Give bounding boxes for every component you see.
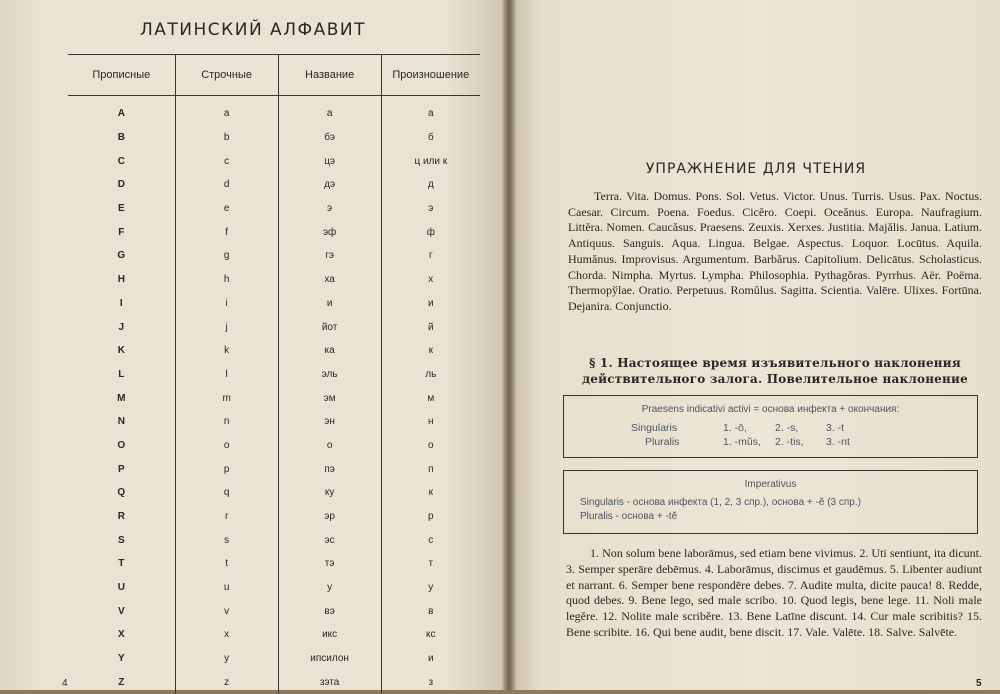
ending-2: 2. -s, <box>775 422 798 434</box>
imperative-box <box>563 470 978 534</box>
letter-name: эс <box>278 528 381 552</box>
letter-pronunciation: с <box>381 528 480 552</box>
alphabet-row <box>68 481 480 505</box>
alphabet-row <box>68 671 480 694</box>
alphabet-table-header <box>68 55 480 96</box>
letter-name: икс <box>278 623 381 647</box>
uppercase-letter: V <box>68 599 175 623</box>
alphabet-row <box>68 552 480 576</box>
lowercase-letter: z <box>175 671 278 694</box>
lowercase-letter: p <box>175 457 278 481</box>
letter-name: эф <box>278 220 381 244</box>
uppercase-letter: Q <box>68 481 175 505</box>
letter-pronunciation: т <box>381 552 480 576</box>
lowercase-letter: s <box>175 528 278 552</box>
lowercase-letter: c <box>175 149 278 173</box>
uppercase-letter: A <box>68 96 175 126</box>
column-header-name: Название <box>278 55 381 96</box>
alphabet-row <box>68 434 480 458</box>
page-number-left: 4 <box>62 678 68 689</box>
lowercase-letter: q <box>175 481 278 505</box>
letter-pronunciation: н <box>381 410 480 434</box>
lowercase-letter: l <box>175 363 278 387</box>
letter-name: ка <box>278 339 381 363</box>
alphabet-table-body <box>68 96 480 694</box>
lowercase-letter: y <box>175 647 278 671</box>
letter-name: о <box>278 434 381 458</box>
alphabet-row <box>68 623 480 647</box>
reading-exercise-text: Terra. Vita. Domus. Pons. Sol. Vetus. Victor. Unus. Turris. Usus. Pax. Noctus. Caesar. Circum. Poena. Foedus. Cicĕro. Coepi. Oceănus. Europa. Naufragium. Littĕra. Nomen. Caucăsus. Praesens. Zeuxis. Xerxes. Justitia. Majălis. Janua. Latium. Antiquus. Sanguis. Aqua. Lingua. Belgae. Aspectus. Loquor. Locūtus. Aquila. Humănus. Improvisus. Argumentum. Barbărus. Capitolium. Delicātus. Scholasticus. Chorda. Nimpha. Myrtus. Lympha. Philosophia. Pythagŏras. Pyrrhus. Aёr. Poёma. Thermopўlae. Oratio. Perpetuus. Romŭlus. Sagitta. Scientia. Valēre. Ulixes. Fortūna. Dejanira. Conjunctio. <box>568 189 982 315</box>
alphabet-row <box>68 268 480 292</box>
lowercase-letter: r <box>175 505 278 529</box>
lowercase-letter: m <box>175 386 278 410</box>
ending-2: 2. -tis, <box>775 436 804 448</box>
alphabet-row <box>68 647 480 671</box>
letter-name: эр <box>278 505 381 529</box>
letter-pronunciation: ц или к <box>381 149 480 173</box>
alphabet-row <box>68 386 480 410</box>
alphabet-row <box>68 220 480 244</box>
letter-name: эль <box>278 363 381 387</box>
letter-pronunciation: и <box>381 292 480 316</box>
uppercase-letter: O <box>68 434 175 458</box>
uppercase-letter: J <box>68 315 175 339</box>
letter-pronunciation: з <box>381 671 480 694</box>
page-fold-shadow <box>504 0 514 690</box>
letter-pronunciation: ф <box>381 220 480 244</box>
alphabet-row <box>68 149 480 173</box>
letter-name: пэ <box>278 457 381 481</box>
alphabet-row <box>68 315 480 339</box>
uppercase-letter: P <box>68 457 175 481</box>
ending-3: 3. -nt <box>826 436 850 448</box>
uppercase-letter: I <box>68 292 175 316</box>
lowercase-letter: a <box>175 96 278 126</box>
letter-name: и <box>278 292 381 316</box>
section-title <box>565 355 985 387</box>
letter-pronunciation: у <box>381 576 480 600</box>
alphabet-row <box>68 410 480 434</box>
imperative-singular-line: Singularis - основа инфекта (1, 2, 3 спр.), основа + -ĕ (3 спр.) <box>580 497 861 508</box>
letter-name: а <box>278 96 381 126</box>
alphabet-table <box>68 54 480 694</box>
letter-name: ха <box>278 268 381 292</box>
uppercase-letter: T <box>68 552 175 576</box>
lowercase-letter: x <box>175 623 278 647</box>
lowercase-letter: d <box>175 173 278 197</box>
alphabet-row <box>68 599 480 623</box>
letter-name: ипсилон <box>278 647 381 671</box>
uppercase-letter: Z <box>68 671 175 694</box>
ending-3: 3. -t <box>826 422 844 434</box>
uppercase-letter: R <box>68 505 175 529</box>
present-indicative-box <box>563 395 978 458</box>
uppercase-letter: E <box>68 197 175 221</box>
column-header-pronunciation: Произношение <box>381 55 480 96</box>
letter-name: ку <box>278 481 381 505</box>
letter-pronunciation: и <box>381 647 480 671</box>
letter-pronunciation: о <box>381 434 480 458</box>
letter-name: бэ <box>278 126 381 150</box>
alphabet-row <box>68 173 480 197</box>
lowercase-letter: o <box>175 434 278 458</box>
uppercase-letter: C <box>68 149 175 173</box>
letter-name: зэта <box>278 671 381 694</box>
uppercase-letter: G <box>68 244 175 268</box>
present-indicative-heading: Praesens indicativi activi = основа инфекта + окончания: <box>564 404 977 415</box>
lowercase-letter: n <box>175 410 278 434</box>
uppercase-letter: Y <box>68 647 175 671</box>
uppercase-letter: F <box>68 220 175 244</box>
uppercase-letter: X <box>68 623 175 647</box>
uppercase-letter: M <box>68 386 175 410</box>
uppercase-letter: K <box>68 339 175 363</box>
alphabet-row <box>68 244 480 268</box>
lowercase-letter: v <box>175 599 278 623</box>
alphabet-row <box>68 292 480 316</box>
lowercase-letter: g <box>175 244 278 268</box>
letter-pronunciation: б <box>381 126 480 150</box>
letter-name: дэ <box>278 173 381 197</box>
letter-pronunciation: р <box>381 505 480 529</box>
alphabet-row <box>68 505 480 529</box>
page-number-right: 5 <box>976 678 982 689</box>
letter-name: эм <box>278 386 381 410</box>
uppercase-letter: L <box>68 363 175 387</box>
letter-pronunciation: э <box>381 197 480 221</box>
lowercase-letter: e <box>175 197 278 221</box>
letter-pronunciation: к <box>381 339 480 363</box>
imperative-heading: Imperativus <box>564 479 977 490</box>
letter-name: гэ <box>278 244 381 268</box>
column-header-lowercase: Строчные <box>175 55 278 96</box>
exercise-sentences: 1. Non solum bene laborāmus, sed etiam bene vivimus. 2. Uti sentiunt, ita dicunt. 3. Semper sperāre debēmus. 4. Laborāmus, discimus et gaudēmus. 5. Libenter audiunt et narrant. 6. Semper bene respondēre debes. 7. Audite multa, dicite pauca! 8. Redde, quod debes. 9. Bene lego, sed male scribo. 10. Quod legis, bene lege. 11. Noli male legĕre. 12. Nolite male scribĕre. 13. Bene Latīne discunt. 14. Cur male scribitis? 15. Bene scribite. 16. Qui bene audit, bene discit. 17. Vale. Valēte. 18. Salve. Salvēte. <box>566 546 982 641</box>
lowercase-letter: t <box>175 552 278 576</box>
letter-pronunciation: а <box>381 96 480 126</box>
lowercase-letter: k <box>175 339 278 363</box>
uppercase-letter: H <box>68 268 175 292</box>
lowercase-letter: h <box>175 268 278 292</box>
letter-pronunciation: х <box>381 268 480 292</box>
alphabet-row <box>68 457 480 481</box>
lowercase-letter: j <box>175 315 278 339</box>
section-title-line-1: § 1. Настоящее время изъявительного наклонения <box>565 355 985 371</box>
uppercase-letter: U <box>68 576 175 600</box>
singular-endings-row <box>564 422 977 436</box>
uppercase-letter: S <box>68 528 175 552</box>
letter-pronunciation: д <box>381 173 480 197</box>
letter-pronunciation: кс <box>381 623 480 647</box>
alphabet-title: ЛАТИНСКИЙ АЛФАВИТ <box>0 20 506 40</box>
letter-pronunciation: ль <box>381 363 480 387</box>
letter-name: йот <box>278 315 381 339</box>
lowercase-letter: i <box>175 292 278 316</box>
uppercase-letter: D <box>68 173 175 197</box>
lowercase-letter: u <box>175 576 278 600</box>
letter-name: цэ <box>278 149 381 173</box>
alphabet-row <box>68 363 480 387</box>
letter-pronunciation: в <box>381 599 480 623</box>
uppercase-letter: B <box>68 126 175 150</box>
alphabet-row <box>68 126 480 150</box>
letter-pronunciation: й <box>381 315 480 339</box>
alphabet-row <box>68 197 480 221</box>
row-label: Pluralis <box>645 436 679 448</box>
imperative-plural-line: Pluralis - основа + -tĕ <box>580 511 677 522</box>
letter-pronunciation: п <box>381 457 480 481</box>
lowercase-letter: f <box>175 220 278 244</box>
letter-name: эн <box>278 410 381 434</box>
uppercase-letter: N <box>68 410 175 434</box>
letter-pronunciation: м <box>381 386 480 410</box>
column-header-uppercase: Прописные <box>68 55 175 96</box>
letter-name: у <box>278 576 381 600</box>
lowercase-letter: b <box>175 126 278 150</box>
ending-1: 1. -mŭs, <box>723 436 761 448</box>
letter-name: э <box>278 197 381 221</box>
plural-endings-row <box>564 436 977 450</box>
letter-pronunciation: к <box>381 481 480 505</box>
letter-name: вэ <box>278 599 381 623</box>
alphabet-row <box>68 528 480 552</box>
ending-1: 1. -ō, <box>723 422 747 434</box>
section-title-line-2: действительного залога. Повелительное наклонение <box>565 371 985 387</box>
exercise-title: УПРАЖНЕНИЕ ДЛЯ ЧТЕНИЯ <box>512 161 1000 177</box>
row-label: Singularis <box>631 422 677 434</box>
letter-pronunciation: г <box>381 244 480 268</box>
letter-name: тэ <box>278 552 381 576</box>
alphabet-row <box>68 576 480 600</box>
alphabet-row <box>68 96 480 126</box>
alphabet-row <box>68 339 480 363</box>
